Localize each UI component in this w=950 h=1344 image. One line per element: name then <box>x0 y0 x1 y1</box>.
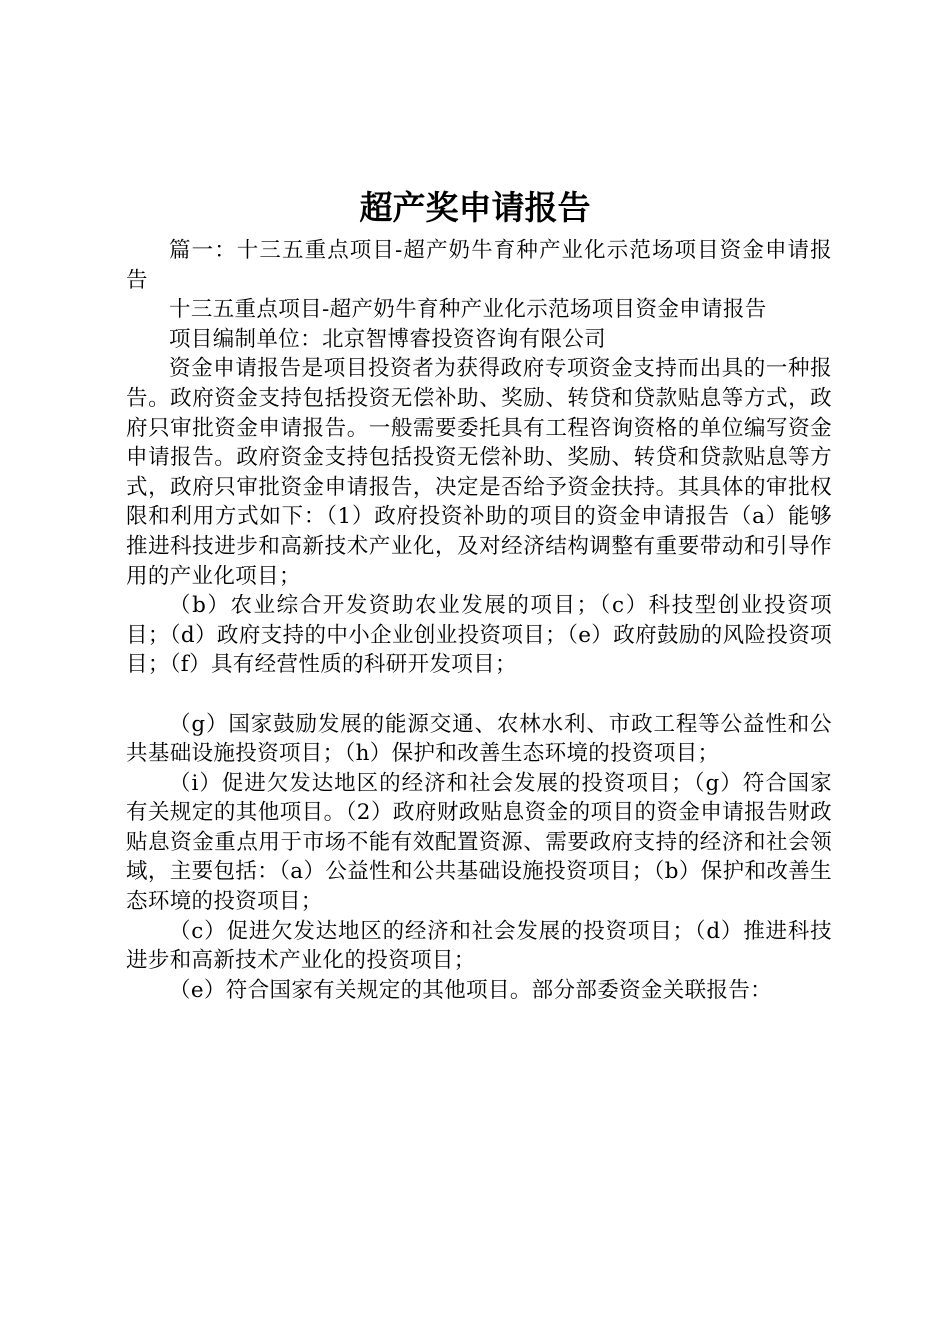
paragraph-7: （i）促进欠发达地区的经济和社会发展的投资项目；（g）符合国家有关规定的其他项目。（2）政府财政贴息资金的项目的资金申请报告财政贴息资金重点用于市场不能有效配置资源、需要政府支持的经济和社会领域，主要包括：（a）公益性和公共基础设施投资项目；（b）保护和改善生态环境的投资项目； <box>126 770 832 915</box>
paragraph-3: 项目编制单位：北京智博睿投资咨询有限公司 <box>169 326 607 352</box>
paragraph-6: （g）国家鼓励发展的能源交通、农林水利、市政工程等公益性和公共基础设施投资项目；（h）保护和改善生态环境的投资项目； <box>126 711 832 767</box>
document-body <box>126 236 832 1005</box>
paragraph-9: （e）符合国家有关规定的其他项目。部分部委资金关联报告： <box>169 977 773 1003</box>
paragraph-1: 篇一：十三五重点项目-超产奶牛育种产业化示范场项目资金申请报告 <box>126 238 832 293</box>
paragraph-2: 十三五重点项目-超产奶牛育种产业化示范场项目资金申请报告 <box>169 297 767 323</box>
paragraph-4: 资金申请报告是项目投资者为获得政府专项资金支持而出具的一种报告。政府资金支持包括投资无偿补助、奖励、转贷和贷款贴息等方式，政府只审批资金申请报告。一般需要委托具有工程咨询资格的单位编写资金申请报告。政府资金支持包括投资无偿补助、奖励、转贷和贷款贴息等方式，政府只审批资金申请报告，决定是否给予资金扶持。其具体的审批权限和利用方式如下：（1）政府投资补助的项目的资金申请报告（a）能够推进科技进步和高新技术产业化，及对经济结构调整有重要带动和引导作用的产业化项目； <box>126 356 832 589</box>
paragraph-8: （c）促进欠发达地区的经济和社会发展的投资项目；（d）推进科技进步和高新技术产业化的投资项目； <box>126 918 832 974</box>
document-title: 超产奖申请报告 <box>359 188 591 227</box>
paragraph-5: （b）农业综合开发资助农业发展的项目；（c）科技型创业投资项目；（d）政府支持的中小企业创业投资项目；（e）政府鼓励的风险投资项目；（f）具有经营性质的科研开发项目； <box>126 593 832 678</box>
paragraph-spacer <box>126 680 832 710</box>
